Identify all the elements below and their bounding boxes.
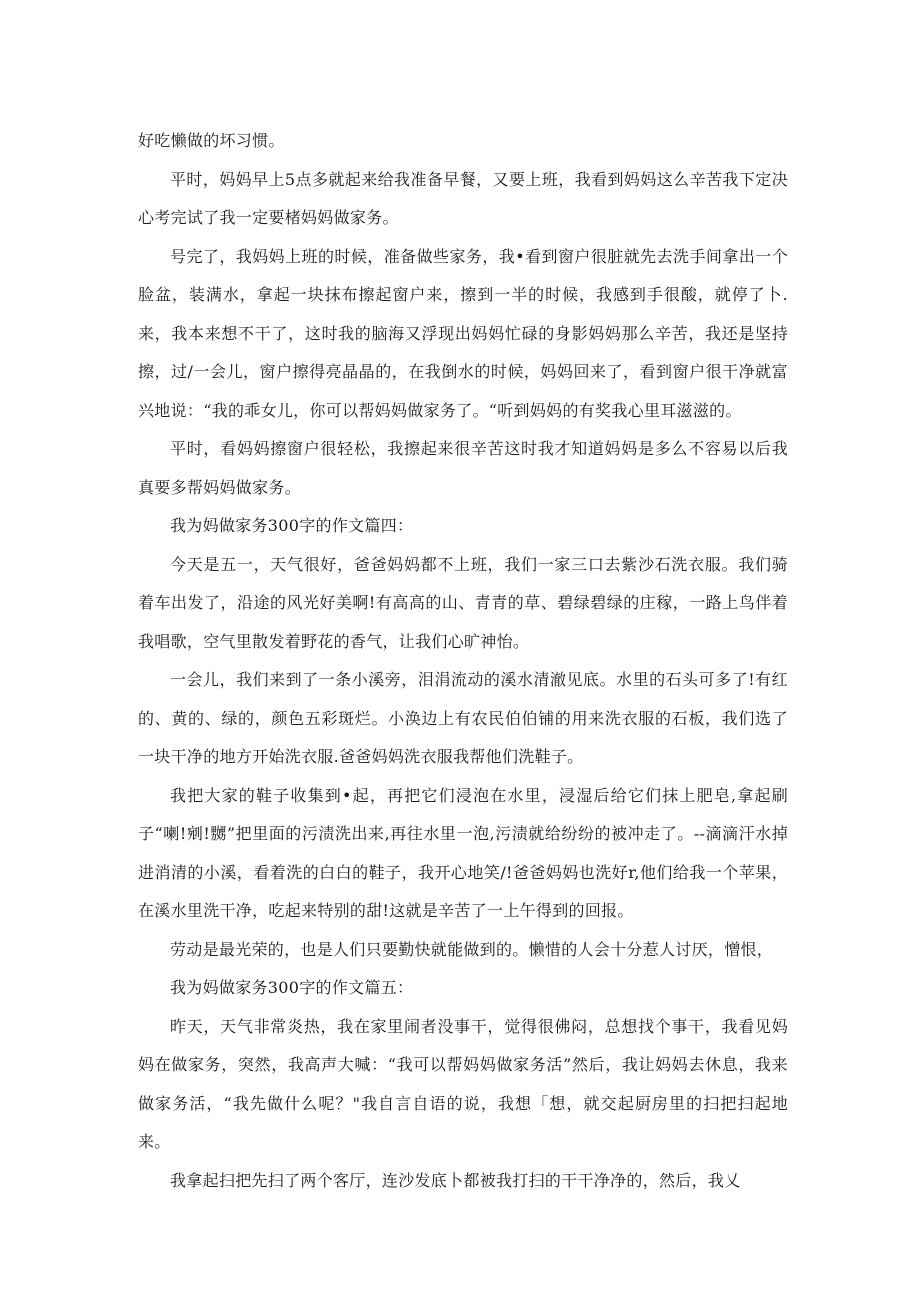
paragraph-1: 好吃懒做的坏习惯。	[138, 131, 285, 150]
essay-body	[138, 122, 788, 1200]
paragraph-4: 平时，看妈妈擦窗户很轻松，我擦起来很辛苦这时我才知道妈妈是多么不容易以后我真要多帮妈妈做家务。	[138, 439, 788, 497]
paragraph-2: 平时，妈妈早上5点多就起来给我准备早餐，又要上班，我看到妈妈这么辛苦我下定决心考完试了我一定要楮妈妈做家务。	[138, 169, 788, 227]
paragraph-6: 今天是五一，天气很好，爸爸妈妈都不上班，我们一家三口去紫沙石洗衣服。我们骑着车出发了，沿途的风光好美啊!有高高的山、青青的草、碧绿碧绿的庄稼，一路上鸟伴着我唱歌，空气里散发着野花的香气，让我们心旷神怡。	[138, 554, 788, 651]
paragraph-9: 劳动是最光荣的，也是人们只要勤快就能做到的。懒惜的人会十分惹人讨厌，憎恨，	[170, 939, 774, 959]
paragraph-12: 我拿起扫把先扫了两个客厅，连沙发底卜都被我打扫的干干净净的，然后，我乂	[170, 1170, 741, 1190]
paragraph-3: 号完了，我妈妈上班的时候，准备做些家务，我•看到窗户很脏就先去洗手间拿出一个脸盆，装满水，拿起一块抹布擦起窗户来，擦到一半的时候，我感到手很酸，就停了卜.来，我本来想不干了，这时我的脑海又浮现出妈妈忙碌的身影妈妈那么辛苦，我还是坚持擦，过/一会儿，窗户擦得亮晶晶的，在我倒水的时候，妈妈回来了，看到窗户很干净就富兴地说：“我的乖女儿，你可以帮妈妈做家务了。“听到妈妈的有奖我心里耳滋滋的。	[138, 246, 788, 420]
paragraph-8: 我把大家的鞋子收集到•起，再把它们浸泡在水里，浸湿后给它们抹上肥皂,拿起刷子“喇!剜!嬲”把里面的污渍洗出来,再往水里一泡,污渍就给纷纷的被冲走了。--滴滴汗水掉进消清的小溪，看着洗的白白的鞋子，我开心地笑/!爸爸妈妈也洗好r,他们给我一个苹果，在溪水里洗干净，吃起来特别的甜!这就是辛苦了一上午得到的回报。	[138, 785, 788, 920]
paragraph-7: 一会儿，我们来到了一条小溪旁，泪涓流动的溪水清澈见底。水里的石头可多了!有红的、黄的、绿的，颜色五彩斑烂。小涣边上有农民伯伯铺的用来洗衣服的石板，我们选了一块干净的地方开始洗衣服.爸爸妈妈洗衣服我帮他们洗鞋子。	[138, 670, 788, 766]
section-heading-4: 我为妈做家务300字的作文篇四：	[170, 516, 414, 535]
paragraph-11: 昨天，天气非常炎热，我在家里闹者没事干，觉得很佛闷，总想找个事干，我看见妈妈在做家务，突然，我高声大喊：“我可以帮妈妈做家务活”然后，我让妈妈去休息，我来做家务活，“我先做什么呢？"我自言自语的说，我想「想，就交起厨房里的扫把扫起地来。	[138, 1016, 788, 1151]
section-heading-5: 我为妈做家务300字的作文篇五：	[170, 978, 414, 997]
